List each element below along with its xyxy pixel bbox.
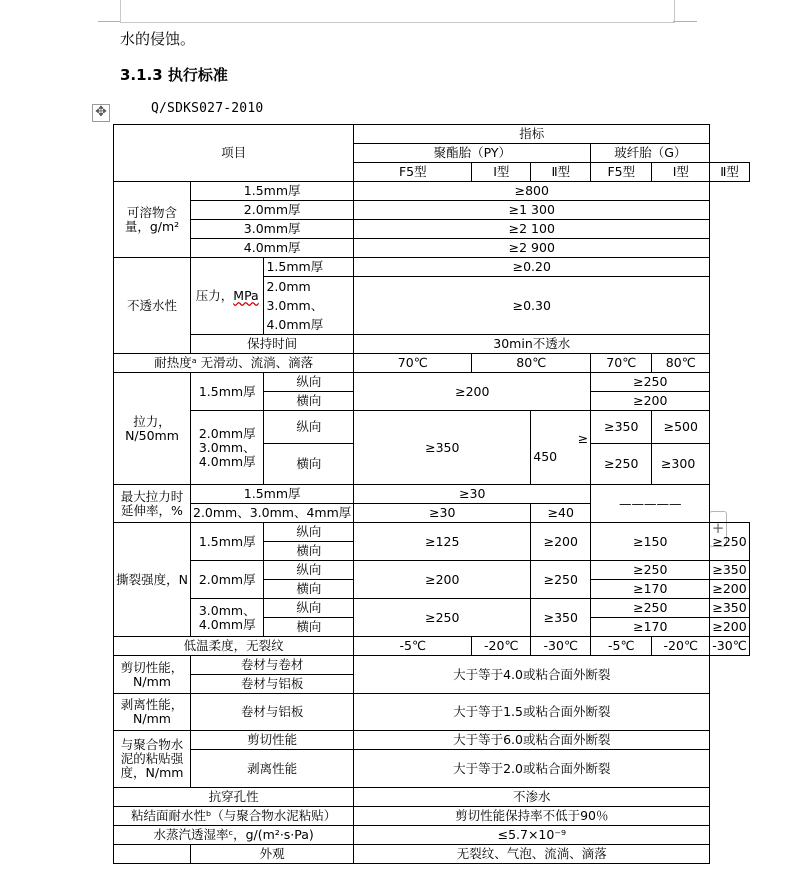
header-py-type2: Ⅱ型 — [531, 163, 591, 182]
elongation-label: 最大拉力时延伸率，% — [114, 485, 191, 523]
impermeability-value: ≥0.20 — [354, 258, 710, 277]
water-resistance-value: 剪切性能保持率不低于90％ — [354, 807, 710, 826]
tear-value: ≥170 — [591, 580, 710, 599]
pressure-label: 压力，MPa — [191, 258, 264, 335]
water-resistance-label: 粘结面耐水性ᵇ（与聚合物水泥粘贴） — [114, 807, 354, 826]
elongation-thickness: 2.0mm、3.0mm、4mm厚 — [191, 504, 354, 523]
puncture-value: 不渗水 — [354, 788, 710, 807]
soluble-value: ≥2 100 — [354, 220, 710, 239]
tear-direction: 横向 — [264, 580, 354, 599]
header-g-type1: Ⅰ型 — [652, 163, 710, 182]
peel-value: 大于等于1.5或粘合面外断裂 — [354, 694, 710, 731]
cement-bond-sub: 剪切性能 — [191, 731, 354, 750]
tensile-value: ≥250 — [591, 444, 652, 485]
impermeability-thickness: 2.0mm 3.0mm、4.0mm厚 — [264, 277, 354, 335]
puncture-label: 抗穿孔性 — [114, 788, 354, 807]
heat-label: 耐热度ᵃ 无滑动、流淌、滴落 — [114, 354, 354, 373]
tensile-label: 拉力，N/50mm — [114, 373, 191, 485]
low-temp-value: -20℃ — [652, 637, 710, 656]
tear-value: ≥200 — [354, 561, 531, 599]
elongation-g-value: ————— — [591, 485, 710, 523]
tear-value: ≥250 — [591, 599, 710, 618]
header-py: 聚酯胎（PY） — [354, 144, 591, 163]
tensile-direction: 纵向 — [264, 411, 354, 444]
header-py-f5: F5型 — [354, 163, 472, 182]
tensile-value: ≥500 — [652, 411, 710, 444]
hold-time-label: 保持时间 — [191, 335, 354, 354]
tear-value: ≥250 — [710, 523, 749, 561]
tear-direction: 纵向 — [264, 561, 354, 580]
vapor-label: 水蒸汽透湿率ᶜ，g/(m²·s·Pa) — [114, 826, 354, 845]
soluble-label: 可溶物含量，g/m² — [114, 182, 191, 258]
impermeability-label: 不透水性 — [114, 258, 191, 354]
tear-value: ≥350 — [531, 599, 591, 637]
header-g: 玻纤胎（G） — [591, 144, 710, 163]
tear-value: ≥200 — [531, 523, 591, 561]
elongation-value: ≥30 — [354, 485, 591, 504]
tensile-direction: 横向 — [264, 444, 354, 485]
low-temp-label: 低温柔度，无裂纹 — [114, 637, 354, 656]
tear-thickness: 1.5mm厚 — [191, 523, 264, 561]
heat-value: 70℃ — [354, 354, 472, 373]
impermeability-thickness: 1.5mm厚 — [264, 258, 354, 277]
shear-sub: 卷材与铝板 — [191, 675, 354, 694]
cement-bond-value: 大于等于2.0或粘合面外断裂 — [354, 750, 710, 788]
cement-bond-value: 大于等于6.0或粘合面外断裂 — [354, 731, 710, 750]
elongation-value: ≥40 — [531, 504, 591, 523]
tear-value: ≥250 — [354, 599, 531, 637]
tear-label: 撕裂强度，N — [114, 523, 191, 637]
header-indicator: 指标 — [354, 125, 710, 144]
tensile-value: ≥ 450 — [531, 411, 591, 485]
heat-value: 70℃ — [591, 354, 652, 373]
page-corner-mark — [98, 21, 120, 22]
soluble-value: ≥2 900 — [354, 239, 710, 258]
tear-value: ≥200 — [710, 618, 749, 637]
tear-value: ≥170 — [591, 618, 710, 637]
page-corner-mark — [673, 21, 697, 22]
elongation-thickness: 1.5mm厚 — [191, 485, 354, 504]
tensile-value: ≥250 — [591, 373, 710, 392]
tear-direction: 纵向 — [264, 599, 354, 618]
soluble-thickness: 3.0mm厚 — [191, 220, 354, 239]
paragraph-text: 水的侵蚀。 — [120, 30, 196, 48]
header-item: 项目 — [114, 125, 354, 182]
tensile-direction: 横向 — [264, 392, 354, 411]
low-temp-value: -30℃ — [710, 637, 749, 656]
section-heading: 3.1.3 执行标准 — [120, 66, 228, 84]
add-column-icon[interactable]: + — [709, 511, 727, 547]
hold-time-value: 30min不透水 — [354, 335, 710, 354]
tensile-thickness: 1.5mm厚 — [191, 373, 264, 411]
cement-bond-sub: 剥离性能 — [191, 750, 354, 788]
appearance-blank — [114, 845, 191, 864]
tear-thickness: 2.0mm厚 — [191, 561, 264, 599]
shear-label: 剪切性能，N/mm — [114, 656, 191, 694]
tear-direction: 纵向 — [264, 523, 354, 542]
tear-value: ≥125 — [354, 523, 531, 561]
elongation-value: ≥30 — [354, 504, 531, 523]
tensile-value: ≥200 — [354, 373, 591, 411]
heat-value: 80℃ — [652, 354, 710, 373]
soluble-thickness: 1.5mm厚 — [191, 182, 354, 201]
appearance-label: 外观 — [191, 845, 354, 864]
tear-value: ≥200 — [710, 580, 749, 599]
soluble-thickness: 4.0mm厚 — [191, 239, 354, 258]
previous-table-frame — [120, 0, 675, 23]
peel-sub: 卷材与铝板 — [191, 694, 354, 731]
vapor-value: ≤5.7×10⁻⁹ — [354, 826, 710, 845]
tensile-value: ≥350 — [354, 411, 531, 485]
tear-value: ≥350 — [710, 561, 749, 580]
header-g-f5: F5型 — [591, 163, 652, 182]
tear-direction: 横向 — [264, 618, 354, 637]
tensile-direction: 纵向 — [264, 373, 354, 392]
soluble-value: ≥800 — [354, 182, 710, 201]
low-temp-value: -5℃ — [354, 637, 472, 656]
tensile-thickness: 2.0mm厚 3.0mm、4.0mm厚 — [191, 411, 264, 485]
tear-value: ≥150 — [591, 523, 710, 561]
low-temp-value: -20℃ — [472, 637, 531, 656]
tear-value: ≥350 — [710, 599, 749, 618]
low-temp-value: -5℃ — [591, 637, 652, 656]
soluble-thickness: 2.0mm厚 — [191, 201, 354, 220]
tear-thickness: 3.0mm、4.0mm厚 — [191, 599, 264, 637]
tensile-value: ≥350 — [591, 411, 652, 444]
tensile-value: ≥200 — [591, 392, 710, 411]
header-py-type1: Ⅰ型 — [472, 163, 531, 182]
low-temp-value: -30℃ — [531, 637, 591, 656]
table-move-handle-icon[interactable]: ✥ — [92, 104, 110, 122]
tensile-value: ≥300 — [652, 444, 710, 485]
tear-value: ≥250 — [591, 561, 710, 580]
impermeability-value: ≥0.30 — [354, 277, 710, 335]
header-g-type2: Ⅱ型 — [710, 163, 749, 182]
standard-code: Q/SDKS027-2010 — [151, 101, 264, 116]
peel-label: 剥离性能，N/mm — [114, 694, 191, 731]
appearance-value: 无裂纹、气泡、流淌、滴落 — [354, 845, 710, 864]
shear-sub: 卷材与卷材 — [191, 656, 354, 675]
shear-value: 大于等于4.0或粘合面外断裂 — [354, 656, 710, 694]
tear-direction: 横向 — [264, 542, 354, 561]
spec-table — [113, 124, 750, 864]
soluble-value: ≥1 300 — [354, 201, 710, 220]
heat-value: 80℃ — [472, 354, 591, 373]
tear-value: ≥250 — [531, 561, 591, 599]
cement-bond-label: 与聚合物水泥的粘贴强度，N/mm — [114, 731, 191, 788]
